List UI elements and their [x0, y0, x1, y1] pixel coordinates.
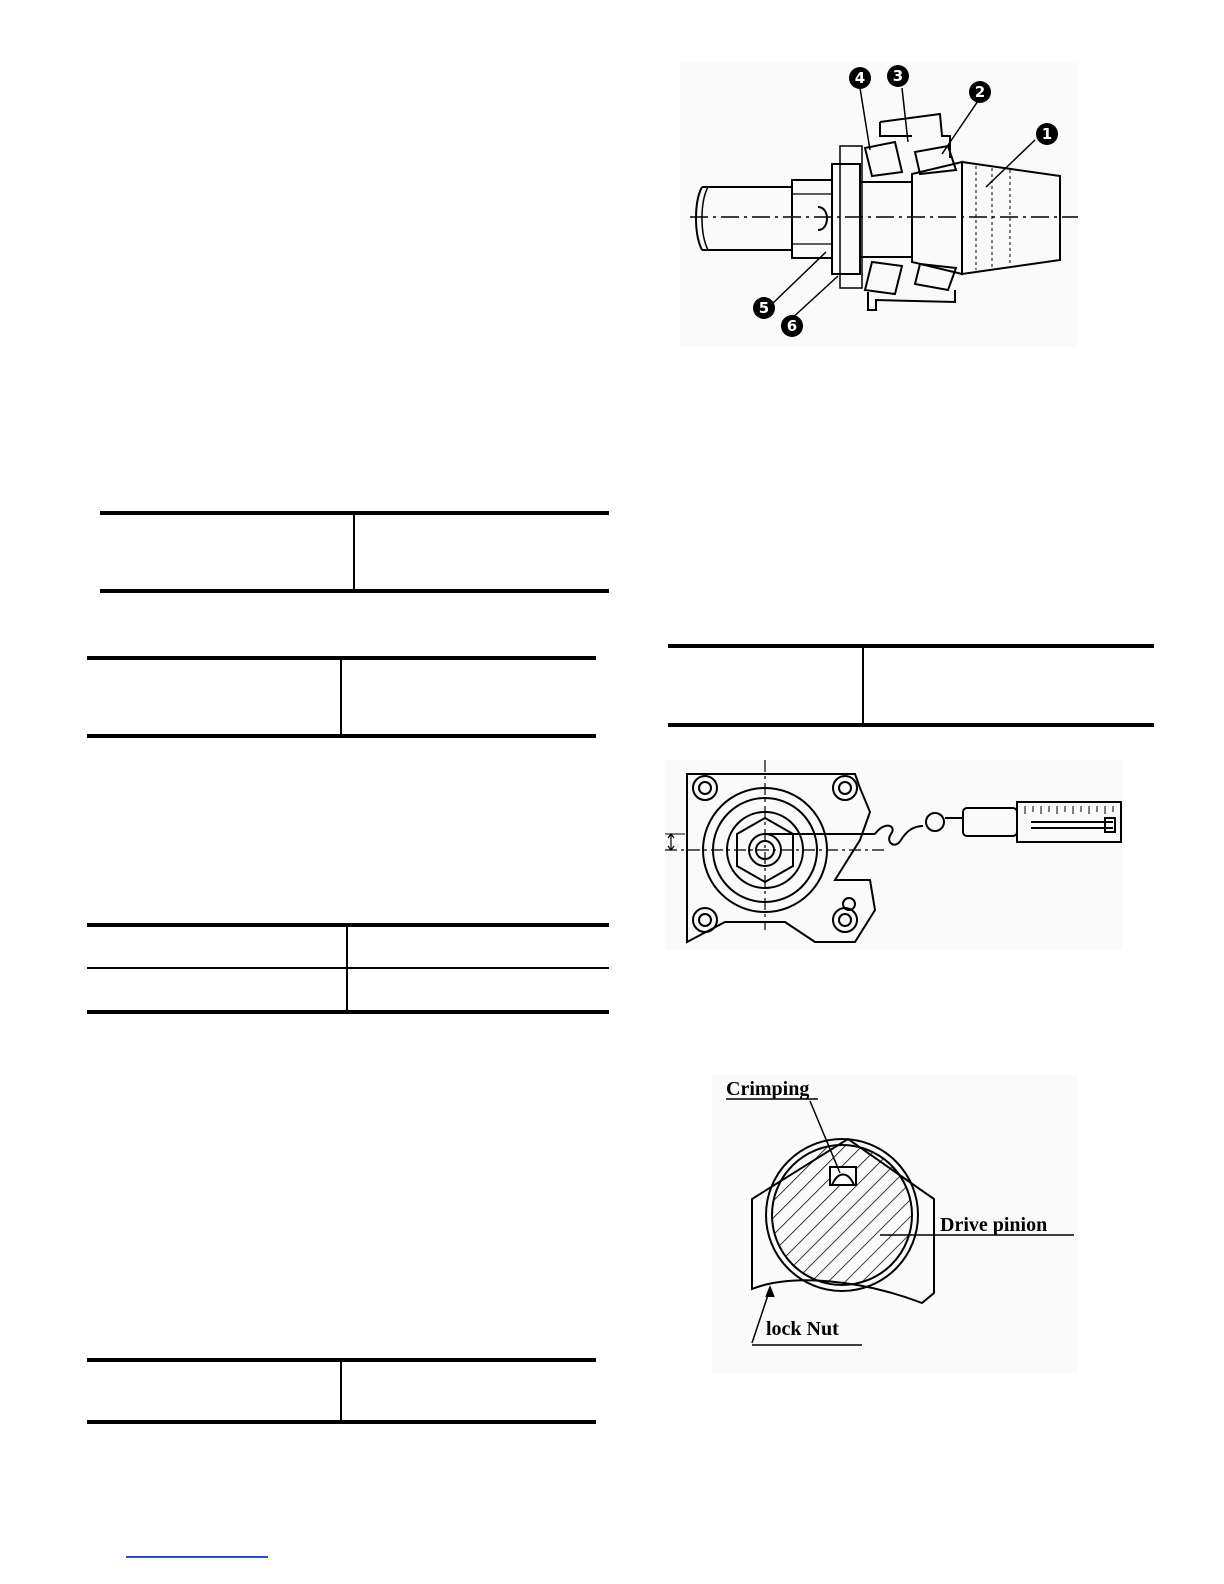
bearing-assembly-figure [680, 62, 1078, 347]
bearing-assembly-drawing [680, 62, 1078, 347]
footer-link[interactable] [126, 1556, 268, 1558]
lock-nut-crimping-figure [712, 1075, 1078, 1373]
callout-4-label: 4 [854, 69, 866, 87]
spec-table-3 [87, 923, 609, 1015]
callout-3-label: 3 [892, 67, 904, 85]
preload-measurement-figure [665, 760, 1123, 950]
crimping-label: Crimping [726, 1078, 810, 1100]
preload-measurement-drawing [665, 760, 1123, 950]
spec-table-2 [87, 656, 596, 739]
spec-table-1 [100, 511, 609, 594]
drive-pinion-label: Drive pinion [940, 1214, 1048, 1236]
spec-table-5 [668, 644, 1154, 728]
lock-nut-label: lock Nut [766, 1318, 839, 1340]
spec-table-4 [87, 1358, 596, 1425]
callout-6-label: 6 [786, 317, 798, 335]
lock-nut-crimping-drawing [712, 1075, 1078, 1373]
callout-5-label: 5 [758, 299, 770, 317]
callout-2-label: 2 [974, 83, 986, 101]
callout-1-label: 1 [1041, 125, 1053, 143]
